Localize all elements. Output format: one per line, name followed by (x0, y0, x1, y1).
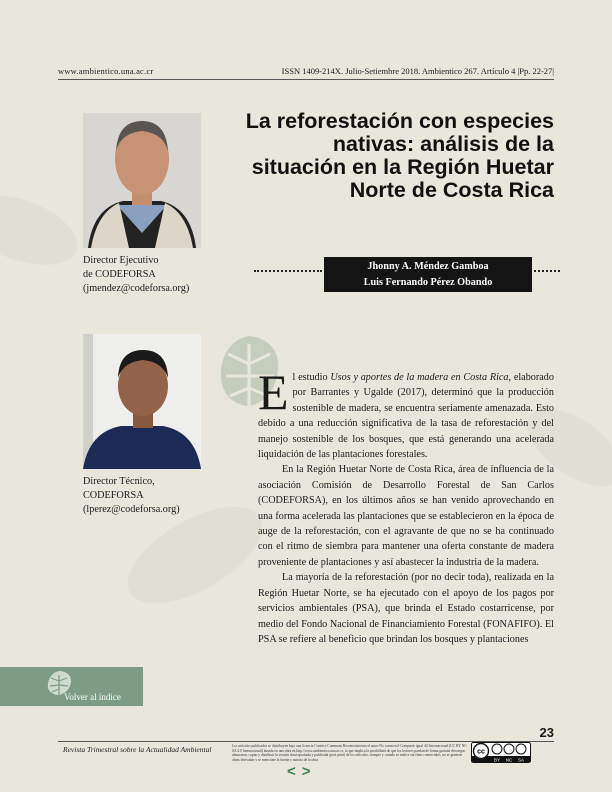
authors-banner (324, 257, 532, 292)
article-body (258, 364, 554, 647)
paragraph-3: La mayoría de la reforestación (por no decir toda), realizada en la Región Huetar Norte, se ha ejecutado con el apoyo de los pagos por servicios ambientales (PSA), que brinda el Estado costarricense, por medio del Fondo Nacional de Financiamiento Forestal (FONAFIFO). El PSA se refiere al beneficio que brindan los bosques y plantaciones (258, 572, 554, 645)
author-info-1 (83, 254, 223, 296)
author-2-role: Director Técnico, (83, 476, 155, 487)
article-title: La reforestación con especies nativas: análisis de la situación en la Región Huetar Norte de Costa Rica (245, 109, 554, 202)
previous-page-arrow[interactable]: < (287, 763, 302, 780)
issn-info: ISSN 1409-214X. Julio-Setiembre 2018. Ambientico 267. Artículo 4 |Pp. 22-27| (281, 66, 554, 76)
author-photo-1 (83, 113, 201, 248)
author-1-email[interactable]: (jmendez@codeforsa.org) (83, 283, 190, 294)
authors-dotted-rule-left (254, 270, 322, 272)
author-name-1: Jhonny A. Méndez Gamboa (367, 261, 489, 272)
paragraph-1-text-a: l estudio (292, 372, 331, 383)
sa-label: SA (517, 757, 525, 763)
paragraph-1-text-b: , elaborado por Barrantes y Ugalde (2017), determinó que la producción sostenible de madera, se encuentra seriamente amenazada. Esto debido a una reducción significativa de la tasa de reforestación y del manejo sostenible de los bosques, que está generando una acelerada liquidación de las plantaciones forestales. (258, 372, 554, 461)
author-2-org: CODEFORSA (83, 490, 144, 501)
study-title: Usos y aportes de la madera en Costa Rica (330, 372, 509, 383)
back-to-index-label[interactable]: Volver al índice (64, 692, 121, 702)
nc-label: NC (505, 757, 513, 763)
author-info-2 (83, 475, 223, 517)
page-number: 23 (539, 725, 554, 740)
header-divider (58, 79, 554, 80)
author-1-org: de CODEFORSA (83, 269, 156, 280)
background-leaf-decoration (0, 181, 87, 278)
license-text: Los artículos publicados se distribuyen bajo una licencia Creative Commons Reconocimiento al autor-No comercial-Compartir igual 4.0 Internacional (CC BY NC SA 4.0 Internacional) basada en una obra en http://www.ambientico.una.ac.cr, lo que implica la posibilidad de que los lectores puedan de forma gratuita descargar, almacenar, copiar y distribuir la versión final aprobada y publicada (post print) de los artículos, siempre y cuando se realice sin fines comerciales, no se generen obras derivadas y se mencione la fuente y autoría de la obra. (232, 744, 467, 762)
paragraph-1 (258, 364, 554, 462)
journal-name: Revista Trimestral sobre la Actualidad Ambiental (63, 745, 212, 754)
by-label: BY (493, 757, 501, 763)
author-photo-2 (83, 334, 201, 469)
creative-commons-badge[interactable] (471, 742, 531, 763)
website-url[interactable]: www.ambientico.una.ac.cr (58, 66, 154, 76)
author-name-2: Luis Fernando Pérez Obando (363, 276, 493, 288)
cc-label: cc (477, 748, 485, 756)
next-page-arrow[interactable]: > (301, 763, 317, 780)
page-navigation (287, 763, 317, 780)
author-1-role: Director Ejecutivo (83, 255, 159, 266)
paragraph-2: En la Región Huetar Norte de Costa Rica, área de influencia de la asociación Comisión de Desarrollo Forestal de San Carlos (CODEFORSA), en los últimos años se han venido aprovechando en una forma acelerada las plantaciones que se establecieron en la época de auge de la reforestación, con el agravante de que no se ha continuado con el ritmo de siembra para mantener una oferta constante de madera proveniente de plantaciones y así abastecer la industria de la madera. (258, 464, 554, 568)
authors-dotted-rule-right (534, 270, 560, 272)
author-2-email[interactable]: (lperez@codeforsa.org) (83, 504, 180, 515)
drop-cap: E (258, 364, 289, 420)
